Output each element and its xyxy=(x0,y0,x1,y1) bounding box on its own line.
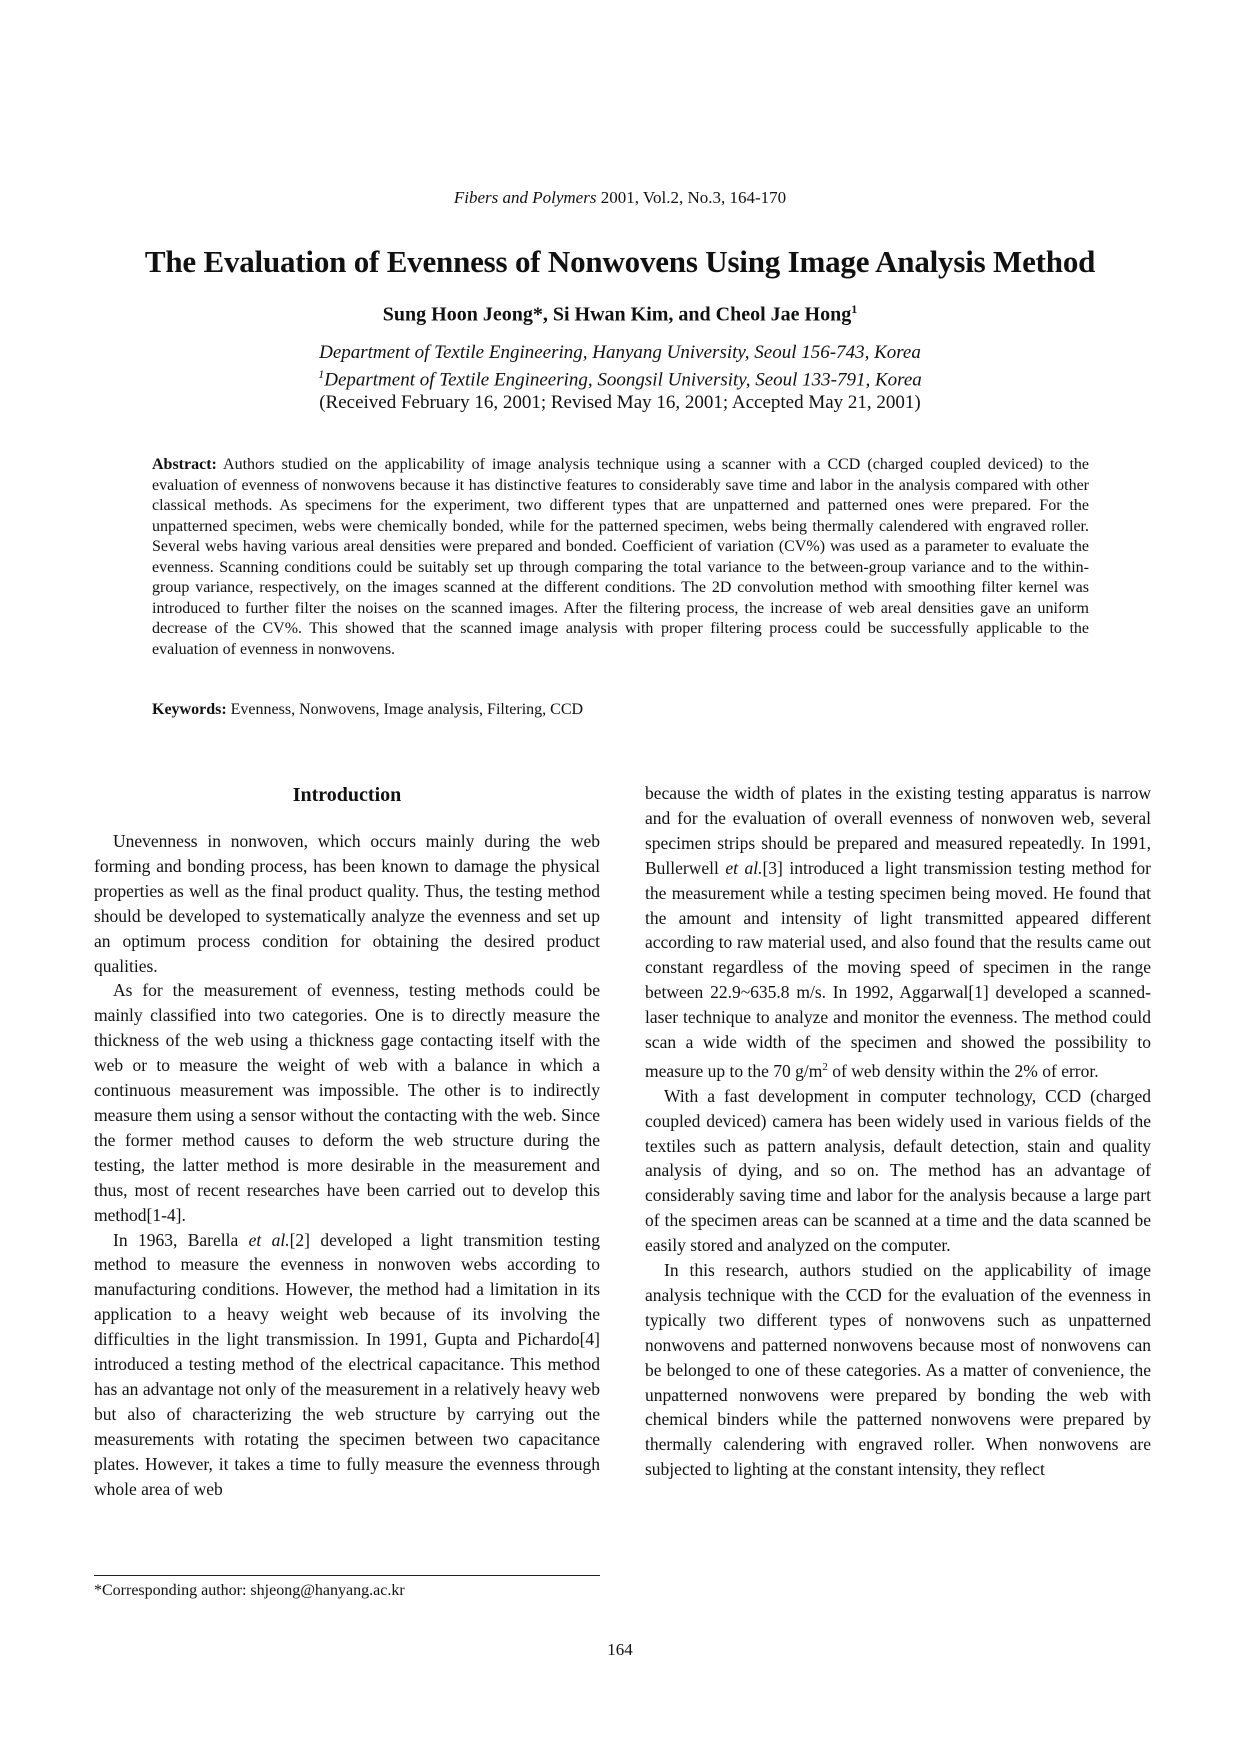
intro-paragraph-4: With a fast development in computer technology, CCD (charged coupled deviced) camera has been widely used in various fields of the textiles such as pattern analysis, default detection, stain and quality analysis of dying, and so on. The method has an advantage of considerably saving time and labor for the analysis because a large part of the specimen areas can be scanned at a time and the data scanned be easily stored and analyzed on the computer. xyxy=(645,1085,1151,1256)
corresponding-author-footnote: *Corresponding author: shjeong@hanyang.ac.kr xyxy=(94,1582,405,1599)
intro-p3-rest: [2] developed a light transmition testing method to measure the evenness in nonwoven webs according to manufacturing conditions. However, the method had a limitation in its application to a heavy weight web because of its involving the difficulties in the light transmission. In 1991, Gupta and Pichardo[4] introduced a testing method of the electrical capacitance. This method has an advantage not only of the measurement in a relatively heavy web but also of characterizing the web structure by carrying out the measurements with rotating the specimen between two capacitance plates. However, it takes a time to fully measure the evenness through whole area of web xyxy=(94,1229,600,1499)
intro-r1-end: of web density within the 2% of error. xyxy=(827,1060,1099,1081)
intro-paragraph-3-continued xyxy=(645,781,1151,1084)
journal-volume: 2001, Vol.2, No.3, 164-170 xyxy=(596,188,787,207)
journal-name: Fibers and Polymers xyxy=(453,188,597,207)
intro-r1-superscript: 2 xyxy=(822,1060,828,1073)
author-affiliation-mark: 1 xyxy=(851,302,858,316)
keywords-text: Evenness, Nonwovens, Image analysis, Filtering, CCD xyxy=(226,701,584,718)
intro-r1-mid: [3] introduced a light transmission testing method for the measurement while a testing specimen being moved. He found that the amount and intensity of light transmitted appeared different according to raw material used, and also found that the results came out constant regardless of the moving speed of specimen in the range between 22.9~635.8 m/s. In 1992, Aggarwal[1] developed a scanned-laser technique to analyze and monitor the evenness. The method could scan a wide width of the specimen and showed the possibility to measure up to the 70 g/m xyxy=(645,857,1151,1081)
section-heading-introduction: Introduction xyxy=(292,784,402,806)
right-column xyxy=(645,781,1151,1482)
affiliation-2-text: Department of Textile Engineering, Soongsil University, Seoul 133-791, Korea xyxy=(324,369,922,391)
keywords xyxy=(152,701,1089,719)
affiliation-2-mark: 1 xyxy=(318,367,325,381)
intro-paragraph-5: In this research, authors studied on the applicability of image analysis technique with the CCD for the evaluation of the evenness in typically two different types of nonwovens such as unpatterned nonwovens and patterned nonwovens because most of nonwovens can be belonged to one of these categories. As a matter of convenience, the unpatterned nonwovens were prepared by bonding the web with chemical binders while the patterned nonwovens were prepared by thermally calendering with engraved roller. When nonwovens are subjected to lighting at the constant intensity, they reflect xyxy=(645,1260,1151,1480)
intro-p3-etal: et al. xyxy=(248,1229,290,1250)
keywords-label: Keywords: xyxy=(152,701,227,718)
affiliation-2 xyxy=(0,367,1240,391)
paper-title: The Evaluation of Evenness of Nonwovens Using Image Analysis Method xyxy=(144,244,1096,279)
abstract-label: Abstract: xyxy=(152,456,217,473)
journal-citation xyxy=(0,188,1240,208)
abstract xyxy=(152,455,1089,660)
intro-r1-etal: et al. xyxy=(725,857,763,878)
left-column xyxy=(94,781,600,1501)
intro-paragraph-2: As for the measurement of evenness, testing methods could be mainly classified into two categories. One is to directly measure the thickness of the web using a thickness gage contacting itself with the web or to measure the weight of web with a balance in which a continuous measurement was impossible. The other is to indirectly measure them using a sensor without the contacting with the web. Since the former method causes to deform the web structure during the testing, the latter method is more desirable in the measurement and thus, most of recent researches have been carried out to develop this method[1-4]. xyxy=(94,980,600,1225)
abstract-text: Authors studied on the applicability of image analysis technique using a scanner with a CCD (charged coupled deviced) to the evaluation of evenness of nonwovens because it has distinctive features to considerably save time and labor in the analysis compared with other classical methods. As specimens for the experiment, two different types that are unpatterned and patterned ones were prepared. For the unpatterned specimen, webs were chemically bonded, while for the patterned specimen, webs being thermally calendered with engraved roller. Several webs having various areal densities were prepared and bonded. Coefficient of variation (CV%) was used as a parameter to evaluate the evenness. Scanning conditions could be suitably set up through comparing the total variance to the between-group variance and to the within-group variance, respectively, on the images scanned at the different conditions. The 2D convolution method with smoothing filter kernel was introduced to further filter the noises on the scanned images. After the filtering process, the increase of web areal densities gave an uniform decrease of the CV%. This showed that the scanned image analysis with proper filtering process could be successfully applicable to the evaluation of evenness in nonwovens. xyxy=(152,456,1089,658)
page-number: 164 xyxy=(607,1640,633,1659)
affiliation-1: Department of Textile Engineering, Hanyang University, Seoul 156-743, Korea xyxy=(319,342,921,363)
author-list xyxy=(0,302,1240,327)
footnote-divider xyxy=(94,1575,600,1576)
intro-paragraph-1: Unevenness in nonwoven, which occurs mainly during the web forming and bonding process, has been known to damage the physical properties as well as the final product quality. Thus, the testing method should be developed to systematically analyze the evenness and set up an optimum process condition for obtaining the desired product qualities. xyxy=(94,831,600,976)
intro-r1-start: because the width of plates in the existing testing apparatus is narrow and for the evaluation of overall evenness of nonwoven web, several specimen strips should be prepared and measured repeatedly. In 1991, Bullerwell xyxy=(645,783,1151,878)
received-dates: (Received February 16, 2001; Revised May 16, 2001; Accepted May 21, 2001) xyxy=(319,392,921,413)
intro-p3-start: In 1963, Barella xyxy=(113,1229,249,1250)
author-names: Sung Hoon Jeong*, Si Hwan Kim, and Cheol Jae Hong xyxy=(382,303,852,326)
intro-paragraph-3 xyxy=(94,1228,600,1502)
